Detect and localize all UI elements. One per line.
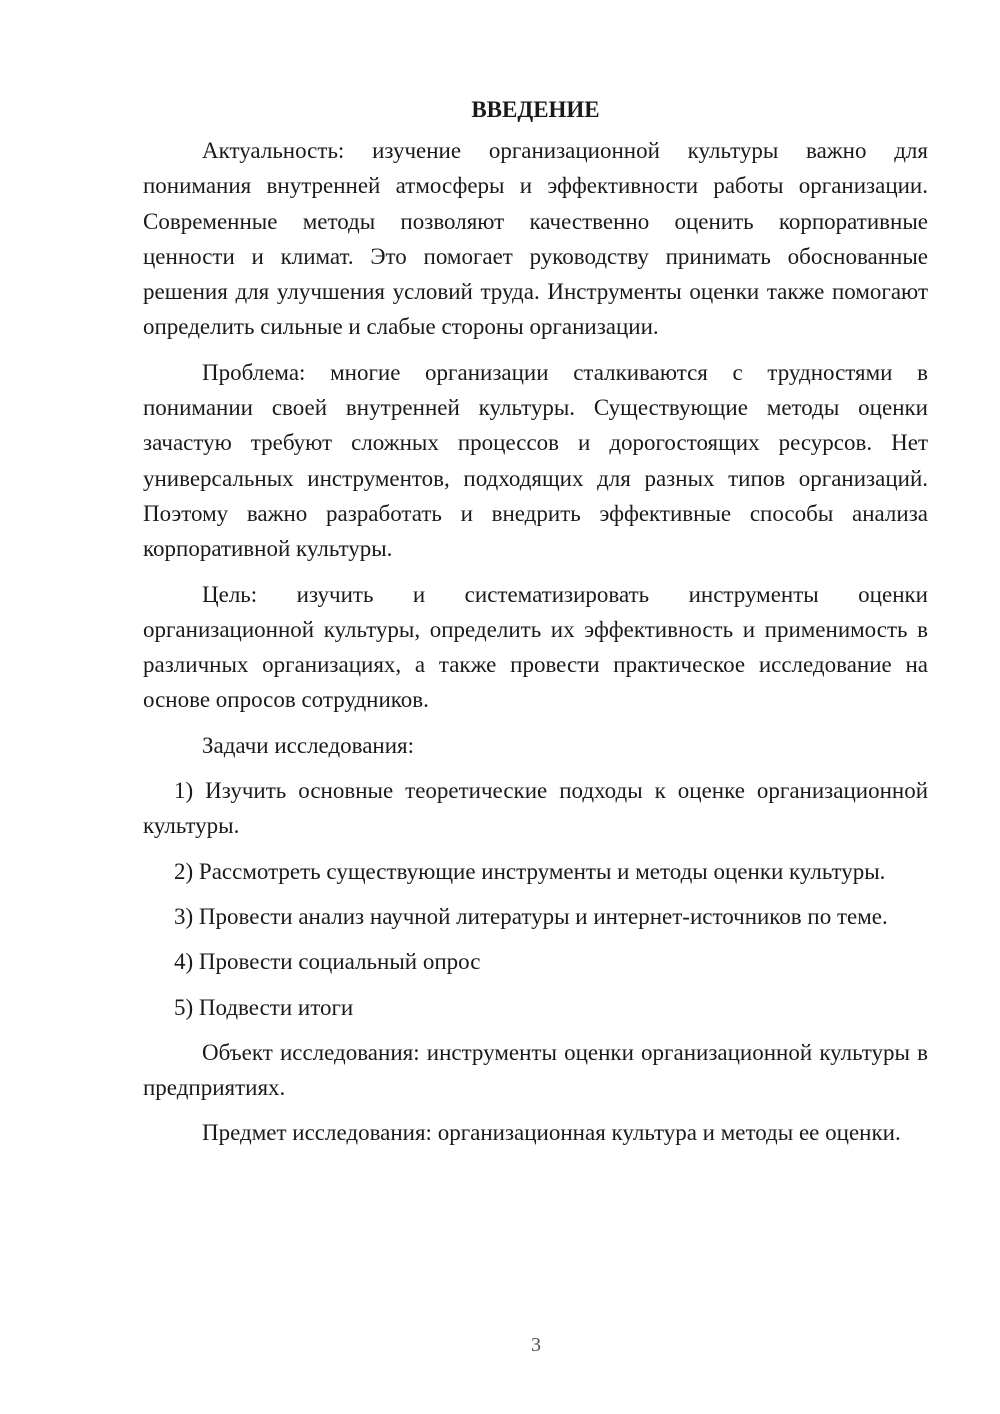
document-page: [143, 92, 928, 1161]
task-item-3: 3) Провести анализ научной литературы и интернет-источников по теме.: [174, 903, 888, 929]
paragraph-relevance: Актуальность: изучение организационной культуры важно для понимания внутренней атмосферы и эффективности работы организации. Современные методы позволяют качественно оценить корпоративные ценности и климат. Это помогает руководству принимать обоснованные решения для улучшения условий труда. Инструменты оценки также помогают определить сильные и слабые стороны организации.: [143, 138, 928, 340]
paragraph-tasks-heading: Задачи исследования:: [202, 732, 415, 758]
paragraph-object: Объект исследования: инструменты оценки организационной культуры в предприятиях.: [143, 1039, 928, 1101]
paragraph-subject: Предмет исследования: организационная культура и методы ее оценки.: [202, 1120, 901, 1146]
paragraph-problem: Проблема: многие организации сталкиваются с трудностями в понимании своей внутренней культуры. Существующие методы оценки зачастую требуют сложных процессов и дорогостоящих ресурсов. Нет универсальных инструментов, подходящих для разных типов организаций. Поэтому важно разработать и внедрить эффективные способы анализа корпоративной культуры.: [143, 359, 928, 562]
page-title: ВВЕДЕНИЕ: [471, 97, 600, 122]
page-number: 3: [531, 1334, 541, 1356]
paragraph-goal: Цель: изучить и систематизировать инструменты оценки организационной культуры, определить их эффективность и применимость в различных организациях, а также провести практическое исследование на основе опросов сотрудников.: [143, 581, 928, 713]
task-item-2: 2) Рассмотреть существующие инструменты и методы оценки культуры.: [174, 858, 886, 884]
task-item-4: 4) Провести социальный опрос: [174, 949, 481, 975]
task-item-1: 1) Изучить основные теоретические подходы к оценке организационной культуры.: [143, 778, 928, 839]
task-item-5: 5) Подвести итоги: [174, 994, 354, 1020]
